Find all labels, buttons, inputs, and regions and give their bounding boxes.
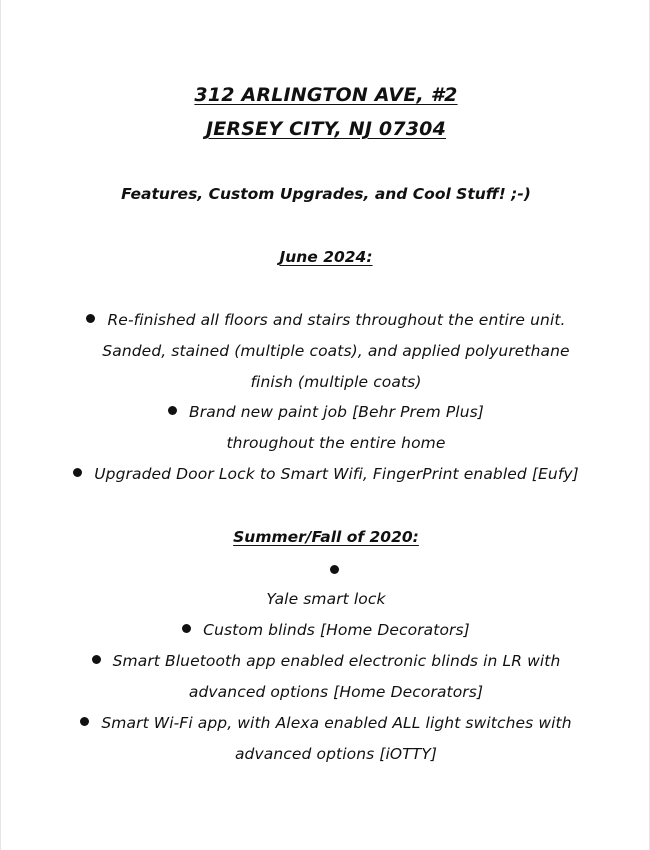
list-item-text: Re-finished all floors and stairs throughout the entire unit. — [107, 311, 566, 329]
bullet-icon — [168, 406, 177, 415]
address-line-1: 312 ARLINGTON AVE, #2 — [194, 84, 458, 106]
list-item — [1, 714, 650, 732]
bullet-icon — [330, 565, 339, 574]
list-item — [1, 465, 650, 483]
list-item-text: Custom blinds [Home Decorators] — [203, 621, 470, 639]
bullet-icon — [73, 468, 82, 477]
list-item — [1, 652, 650, 670]
section-heading-summer-fall-2020: Summer/Fall of 2020: — [233, 528, 419, 546]
list-item — [1, 311, 650, 329]
document-subtitle: Features, Custom Upgrades, and Cool Stuff! ;-) — [121, 185, 531, 203]
list-item-continuation: finish (multiple coats) — [250, 373, 422, 391]
list-item-text: Upgraded Door Lock to Smart Wifi, FingerPrint enabled [Eufy] — [94, 465, 579, 483]
bullet-icon — [182, 624, 191, 633]
list-item-continuation: advanced options [iOTTY] — [234, 745, 438, 763]
section-heading-june-2024: June 2024: — [279, 248, 373, 266]
list-item-text: Brand new paint job [Behr Prem Plus] — [189, 403, 484, 421]
list-item-text: Smart Wi-Fi app, with Alexa enabled ALL light switches with — [101, 714, 572, 732]
list-item-text: Yale smart lock — [266, 590, 386, 608]
bullet-icon — [86, 314, 95, 323]
list-item-text: Smart Bluetooth app enabled electronic blinds in LR with — [112, 652, 561, 670]
address-line-2: JERSEY CITY, NJ 07304 — [205, 118, 447, 140]
list-item-continuation: throughout the entire home — [226, 434, 446, 452]
list-item — [1, 403, 650, 421]
bullet-icon — [92, 655, 101, 664]
bullet-icon — [80, 717, 89, 726]
list-item-continuation: advanced options [Home Decorators] — [188, 683, 484, 701]
list-item-continuation: Sanded, stained (multiple coats), and applied polyurethane — [102, 342, 570, 360]
list-item — [1, 621, 650, 639]
